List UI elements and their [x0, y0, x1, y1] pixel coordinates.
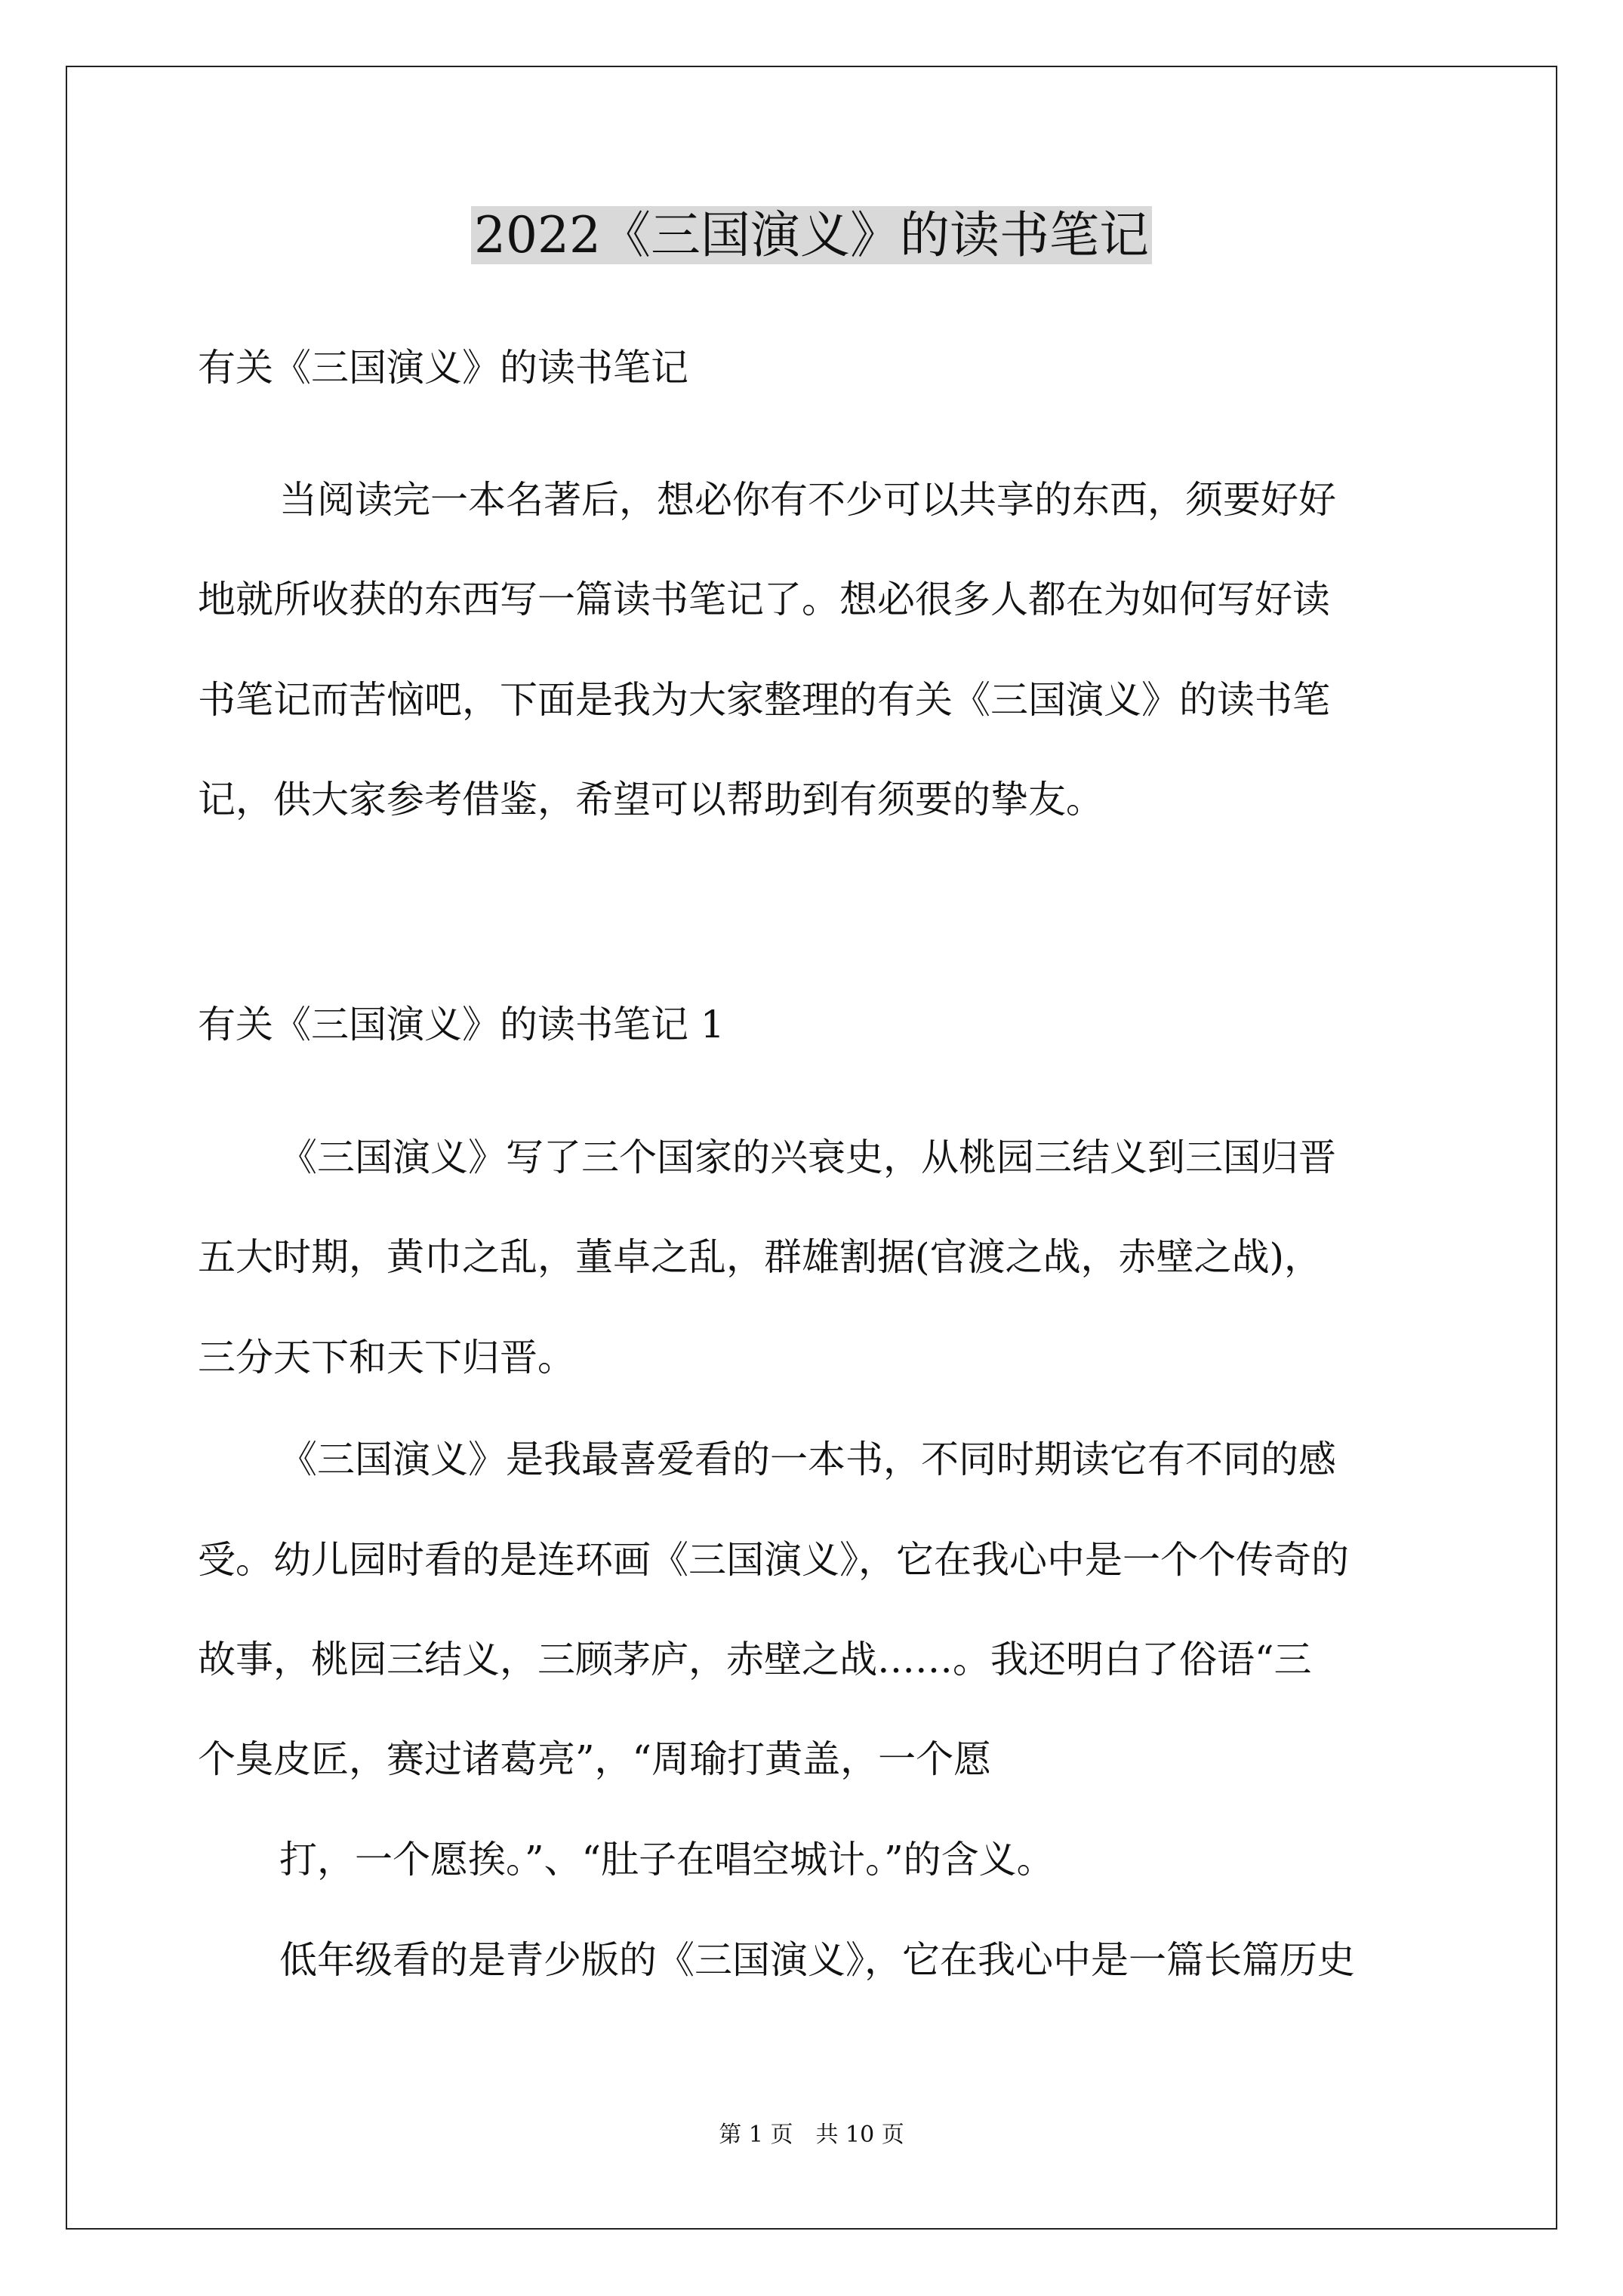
paragraph-line: 受。幼儿园时看的是连环画《三国演义》，它在我心中是一个个传奇的 [198, 1538, 1349, 1582]
paragraph-line: 个臭皮匠，赛过诸葛亮”，“周瑜打黄盖，一个愿 [198, 1737, 992, 1781]
paragraph-line: 《三国演义》是我最喜爱看的一本书，不同时期读它有不同的感 [279, 1438, 1336, 1481]
paragraph-line: 打，一个愿挨。”、“肚子在唱空城计。”的含义。 [279, 1838, 1055, 1881]
document-title [0, 198, 1623, 273]
paragraph-line: 记，供大家参考借鉴，希望可以帮助到有须要的挚友。 [198, 778, 1104, 821]
paragraph-line: 低年级看的是青少版的《三国演义》，它在我心中是一篇长篇历史 [279, 1938, 1355, 1982]
paragraph-line: 三分天下和天下归晋。 [198, 1336, 575, 1379]
paragraph-line: 五大时期，黄巾之乱，董卓之乱，群雄割据(官渡之战，赤壁之战)， [198, 1235, 1323, 1279]
paragraph-line: 书笔记而苦恼吧，下面是我为大家整理的有关《三国演义》的读书笔 [198, 678, 1330, 722]
document-title-text: 2022《三国演义》的读书笔记 [471, 206, 1152, 264]
paragraph-line: 地就所收获的东西写一篇读书笔记了。想必很多人都在为如何写好读 [198, 578, 1330, 621]
paragraph-line: 《三国演义》写了三个国家的兴衰史，从桃园三结义到三国归晋 [279, 1136, 1336, 1179]
page-footer: 第 1 页 共 10 页 [719, 2122, 904, 2148]
intro-heading: 有关《三国演义》的读书笔记 [198, 346, 688, 390]
section-heading: 有关《三国演义》的读书笔记 1 [198, 1003, 725, 1046]
paragraph-line: 当阅读完一本名著后，想必你有不少可以共享的东西，须要好好 [279, 478, 1336, 522]
paragraph-line: 故事，桃园三结义，三顾茅庐，赤壁之战……。我还明白了俗语“三 [198, 1638, 1312, 1681]
